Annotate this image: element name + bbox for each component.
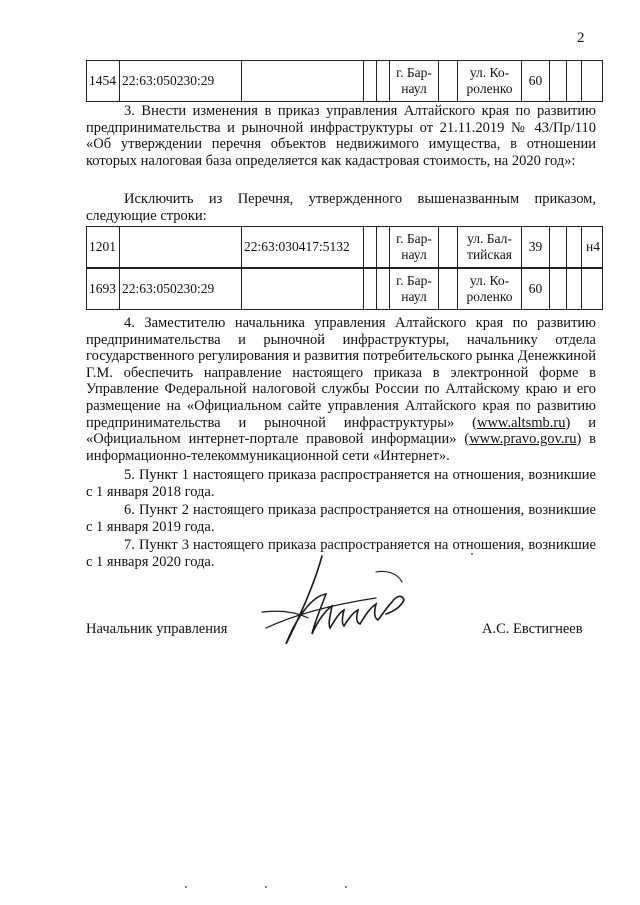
- city-cell: г. Бар-наул: [390, 269, 439, 310]
- table-row: [87, 227, 603, 268]
- registry-table-top: [86, 60, 603, 102]
- house-cell: 60: [522, 269, 550, 310]
- empty-cell: [377, 61, 390, 102]
- speck: [265, 886, 267, 888]
- city-cell: г. Бар-наул: [390, 61, 439, 102]
- city-cell: г. Бар-наул: [390, 227, 439, 268]
- speck: [471, 553, 473, 555]
- speck: [185, 886, 187, 888]
- paragraph-4-text-middle: ) и «Официальном интернет-портале правовой информации» (: [86, 414, 596, 448]
- empty-cell: [550, 227, 567, 268]
- empty-cell: [567, 227, 582, 268]
- row-number: 1454: [87, 61, 120, 102]
- registry-table-excluded-2: [86, 268, 603, 310]
- table-row: [87, 61, 603, 102]
- empty-cell: [364, 269, 377, 310]
- extra-cell: н4: [582, 227, 603, 268]
- empty-cell: [439, 227, 458, 268]
- cadastral-number-2: [242, 61, 364, 102]
- empty-cell: [550, 269, 567, 310]
- row-number: 1201: [87, 227, 120, 268]
- empty-cell: [567, 61, 582, 102]
- link-altsmb[interactable]: www.altsmb.ru: [476, 414, 566, 431]
- house-cell: 39: [522, 227, 550, 268]
- registry-table-excluded-1: [86, 226, 603, 268]
- signatory-name: А.С. Евстигнеев: [482, 621, 583, 637]
- speck: [345, 886, 347, 888]
- row-number: 1693: [87, 269, 120, 310]
- paragraph-exclude: Исключить из Перечня, утвержденного вышеназванным приказом, следующие строки:: [86, 191, 596, 224]
- signatory-title: Начальник управления: [86, 621, 228, 637]
- empty-cell: [377, 227, 390, 268]
- page-number: 2: [577, 30, 585, 46]
- cadastral-number: 22:63:050230:29: [120, 269, 242, 310]
- cadastral-number-2: [242, 269, 364, 310]
- empty-cell: [377, 269, 390, 310]
- empty-cell: [364, 227, 377, 268]
- paragraph-4-text: 4. Заместителю начальника управления Алтайского края по развитию предпринимательства и рыночной инфраструктуры, начальнику отдела государственного регулирования и развития потребительского рынка Денежкиной Г.М. обеспечить направление настоящего приказа в электронной форме в Управление Федеральной налоговой службы России по Алтайскому краю и его размещение на «Официальном сайте управления Алтайского края по развитию предпринимательства и рыночной инфраструктуры» (: [86, 315, 596, 431]
- link-pravo[interactable]: www.pravo.gov.ru: [469, 431, 577, 448]
- cadastral-number: 22:63:050230:29: [120, 61, 242, 102]
- paragraph-5: 5. Пункт 1 настоящего приказа распространяется на отношения, возникшие с 1 января 2018 года.: [86, 467, 596, 500]
- empty-cell: [439, 61, 458, 102]
- empty-cell: [550, 61, 567, 102]
- paragraph-6: 6. Пункт 2 настоящего приказа распространяется на отношения, возникшие с 1 января 2019 года.: [86, 502, 596, 535]
- house-cell: 60: [522, 61, 550, 102]
- street-cell: ул. Бал-тийская: [458, 227, 522, 268]
- paragraph-3: 3. Внести изменения в приказ управления Алтайского края по развитию предпринимательства и рыночной инфраструктуры от 21.11.2019 № 43/Пр/110 «Об утверждении перечня объектов недвижимого имущества, в отношении которых налоговая база определяется как кадастровая стоимость, на 2020 год»:: [86, 103, 596, 169]
- handwritten-signature: [226, 548, 426, 658]
- paragraph-4: [86, 315, 596, 464]
- empty-cell: [567, 269, 582, 310]
- paragraph-4-text-end: ) в информационно-телекоммуникационной сети «Интернет».: [86, 431, 597, 464]
- empty-cell: [439, 269, 458, 310]
- street-cell: ул. Ко-роленко: [458, 61, 522, 102]
- cadastral-number-2: 22:63:030417:5132: [242, 227, 364, 268]
- empty-cell: [364, 61, 377, 102]
- table-row: [87, 269, 603, 310]
- paragraph-7: 7. Пункт 3 настоящего приказа распространяется на отношения, возникшие с 1 января 2020 года.: [86, 537, 596, 570]
- extra-cell: [582, 269, 603, 310]
- extra-cell: [582, 61, 603, 102]
- cadastral-number: [120, 227, 242, 268]
- street-cell: ул. Ко-роленко: [458, 269, 522, 310]
